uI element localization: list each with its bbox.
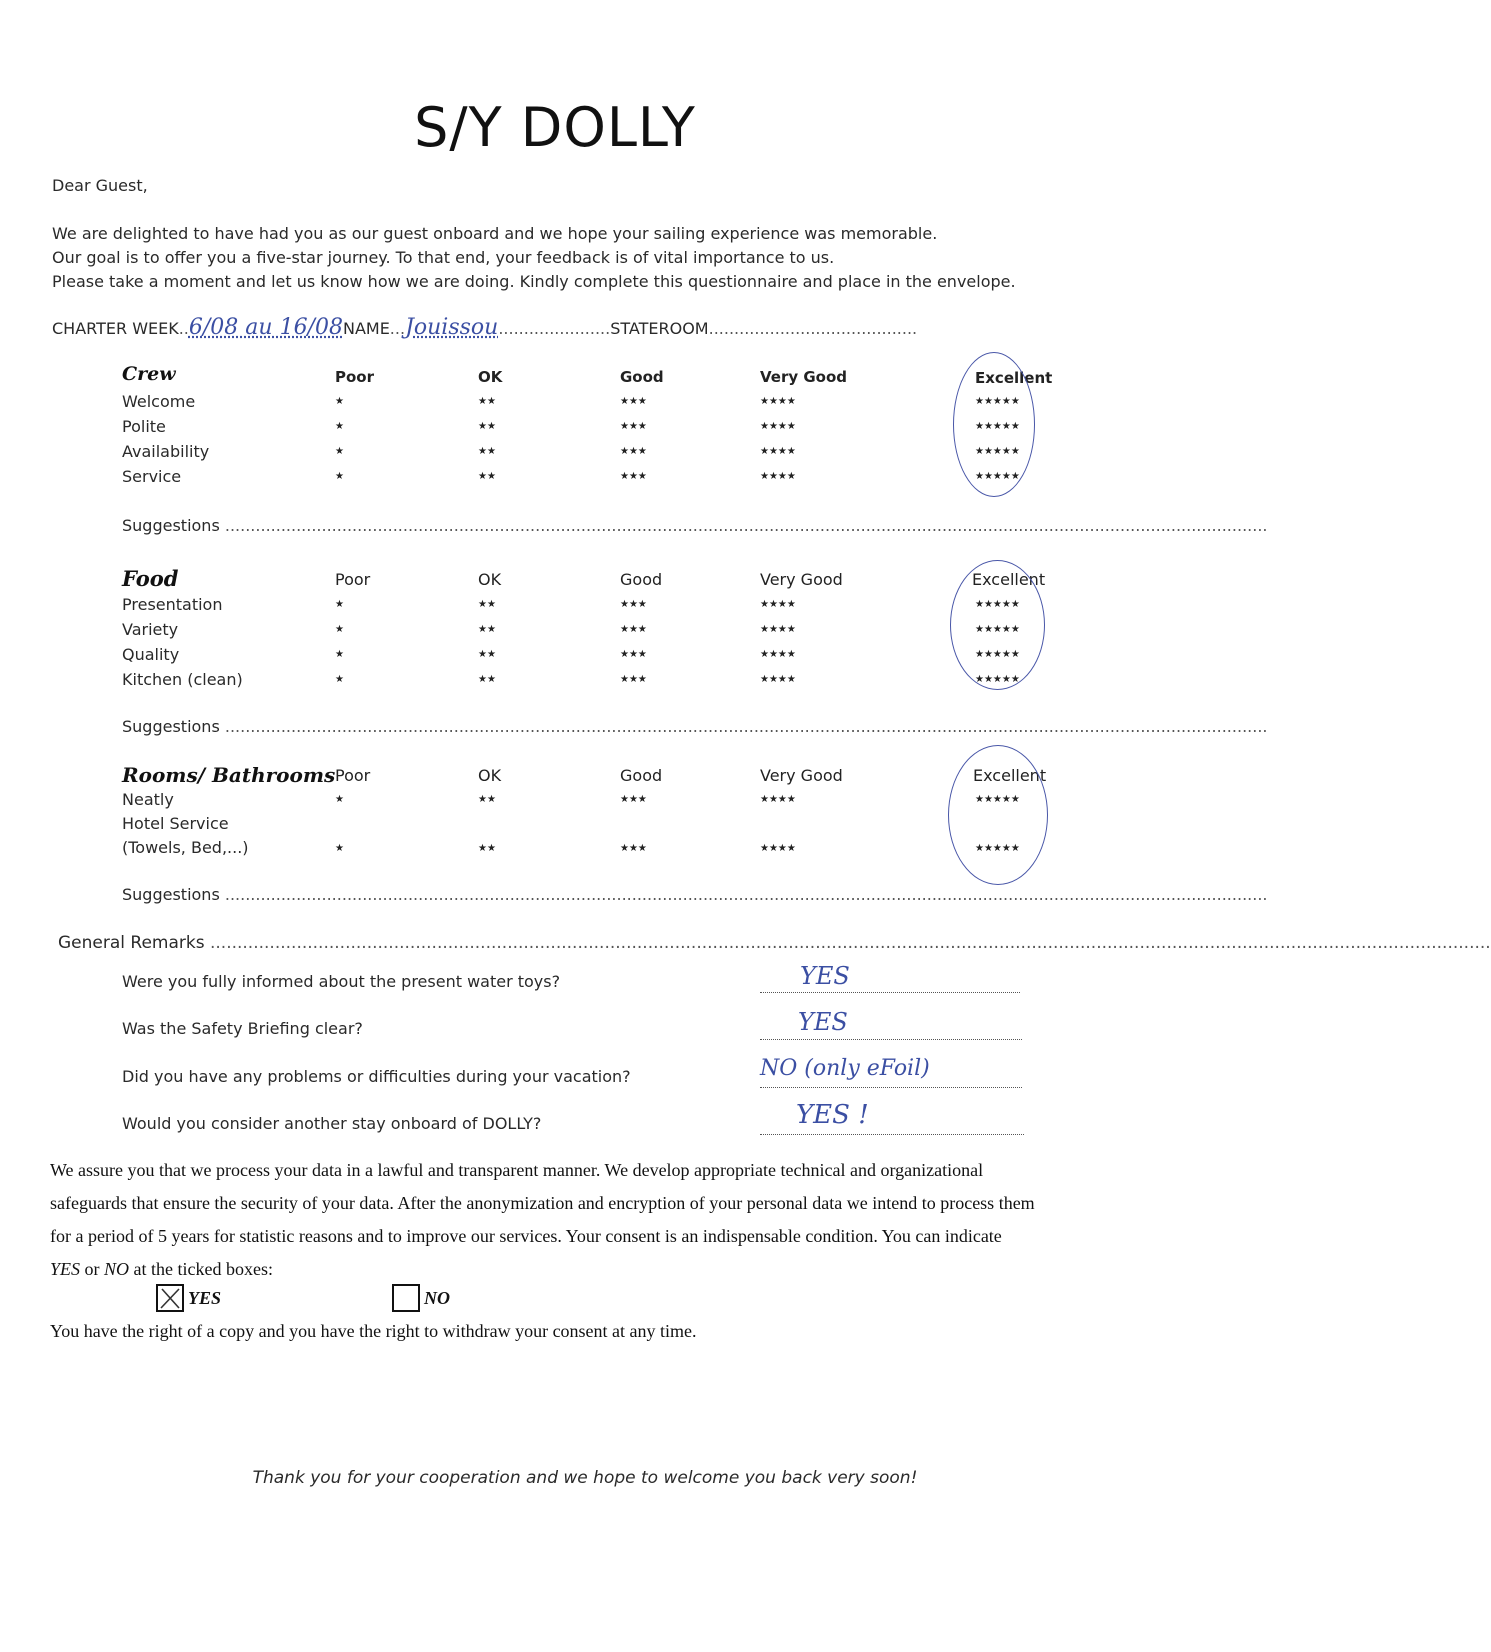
legal-line: We assure you that we process your data in a lawful and transparent manner. We develop appropriate technical and organizational xyxy=(50,1160,984,1180)
answer-line xyxy=(760,1134,1024,1135)
rating-star-very-good[interactable]: ★★★★ xyxy=(760,624,796,635)
rooms-col-excellent: Excellent xyxy=(973,766,1047,785)
legal-line: safeguards that ensure the security of your data. After the anonymization and encryption of your personal data we intend to process them xyxy=(50,1193,1035,1213)
food-row-presentation: Presentation xyxy=(122,595,223,614)
rating-star-very-good[interactable]: ★★★★ xyxy=(760,674,796,685)
rating-star-very-good[interactable]: ★★★★ xyxy=(760,843,796,854)
answer-line xyxy=(760,1039,1022,1040)
rating-star-very-good[interactable]: ★★★★ xyxy=(760,599,796,610)
rating-star-ok[interactable]: ★★ xyxy=(478,471,496,482)
rating-star-poor[interactable]: ★ xyxy=(335,599,344,610)
rating-star-very-good[interactable]: ★★★★ xyxy=(760,794,796,805)
rating-star-poor[interactable]: ★ xyxy=(335,794,344,805)
consent-no-label: NO xyxy=(424,1288,450,1308)
food-col-very-good: Very Good xyxy=(760,570,843,589)
stateroom-label: STATEROOM xyxy=(610,319,709,338)
name-field[interactable]: Jouissou xyxy=(405,315,499,340)
crew-col-poor: Poor xyxy=(335,368,375,386)
rating-star-ok[interactable]: ★★ xyxy=(478,674,496,685)
general-remarks-label: General Remarks xyxy=(58,933,205,953)
intro-line: Please take a moment and let us know how we are doing. Kindly complete this questionnaire and place in the envelope. xyxy=(52,272,1016,291)
consent-yes-label: YES xyxy=(188,1288,222,1308)
rating-star-poor[interactable]: ★ xyxy=(335,446,344,457)
form-title: S/Y DOLLY xyxy=(414,96,696,159)
answer-water-toys[interactable]: YES xyxy=(800,962,850,990)
rating-star-excellent[interactable]: ★★★★★ xyxy=(975,649,1020,660)
crew-row-welcome: Welcome xyxy=(122,392,196,411)
food-row-variety: Variety xyxy=(122,620,179,639)
selection-circle-food xyxy=(950,560,1045,690)
selection-circle-crew xyxy=(953,352,1035,497)
rating-star-ok[interactable]: ★★ xyxy=(478,599,496,610)
checkmark-x-icon xyxy=(158,1286,182,1310)
crew-section-title: Crew xyxy=(122,363,176,385)
food-col-excellent: Excellent xyxy=(972,570,1046,589)
rating-star-very-good[interactable]: ★★★★ xyxy=(760,446,796,457)
crew-col-very-good: Very Good xyxy=(760,368,848,386)
rating-star-excellent[interactable]: ★★★★★ xyxy=(975,843,1020,854)
rating-star-poor[interactable]: ★ xyxy=(335,649,344,660)
legal-no-word: NO xyxy=(104,1259,130,1279)
crew-row-polite: Polite xyxy=(122,417,166,436)
rating-star-poor[interactable]: ★ xyxy=(335,471,344,482)
legal-line: for a period of 5 years for statistic reasons and to improve our services. Your consent is an indispensable condition. You can indicate xyxy=(50,1226,1002,1246)
rating-star-good[interactable]: ★★★ xyxy=(620,599,647,610)
rating-star-poor[interactable]: ★ xyxy=(335,421,344,432)
greeting: Dear Guest, xyxy=(52,176,148,195)
crew-suggestions[interactable]: Suggestions ............................................................................................................................................................................................................. xyxy=(122,516,1268,535)
question-safety-briefing: Was the Safety Briefing clear? xyxy=(122,1019,363,1038)
rating-star-good[interactable]: ★★★ xyxy=(620,674,647,685)
general-remarks[interactable]: General Remarks ............................................................................................................................................................................................................................................. xyxy=(58,933,1491,953)
crew-row-availability: Availability xyxy=(122,442,210,461)
rooms-col-ok: OK xyxy=(478,766,502,785)
rating-star-ok[interactable]: ★★ xyxy=(478,794,496,805)
rating-star-very-good[interactable]: ★★★★ xyxy=(760,471,796,482)
question-problems: Did you have any problems or difficulties during your vacation? xyxy=(122,1067,631,1086)
rating-star-poor[interactable]: ★ xyxy=(335,674,344,685)
rating-star-excellent[interactable]: ★★★★★ xyxy=(975,471,1020,482)
answer-safety-briefing[interactable]: YES xyxy=(798,1008,848,1036)
crew-col-ok: OK xyxy=(478,368,503,386)
food-suggestions-label: Suggestions xyxy=(122,717,220,736)
rating-star-good[interactable]: ★★★ xyxy=(620,396,647,407)
rooms-section-title: Rooms/ Bathrooms xyxy=(122,763,336,787)
food-col-ok: OK xyxy=(478,570,502,589)
rating-star-good[interactable]: ★★★ xyxy=(620,794,647,805)
rating-star-poor[interactable]: ★ xyxy=(335,843,344,854)
stateroom-field[interactable]: ......................................... xyxy=(708,319,918,338)
rating-star-good[interactable]: ★★★ xyxy=(620,471,647,482)
rating-star-good[interactable]: ★★★ xyxy=(620,624,647,635)
rating-star-good[interactable]: ★★★ xyxy=(620,843,647,854)
charter-week-field[interactable]: 6/08 au 16/08 xyxy=(188,315,343,340)
intro-line: Our goal is to offer you a five-star journey. To that end, your feedback is of vital importance to us. xyxy=(52,248,835,267)
rooms-suggestions-label: Suggestions xyxy=(122,885,220,904)
consent-no-checkbox[interactable] xyxy=(392,1284,420,1312)
rating-star-ok[interactable]: ★★ xyxy=(478,624,496,635)
rating-star-good[interactable]: ★★★ xyxy=(620,421,647,432)
rating-star-very-good[interactable]: ★★★★ xyxy=(760,421,796,432)
crew-col-good: Good xyxy=(620,368,664,386)
rooms-suggestions[interactable]: Suggestions ............................................................................................................................................................................................................. xyxy=(122,885,1268,904)
rating-star-excellent[interactable]: ★★★★★ xyxy=(975,794,1020,805)
crew-row-service: Service xyxy=(122,467,182,486)
answer-another-stay[interactable]: YES ! xyxy=(796,1100,869,1130)
rating-star-excellent[interactable]: ★★★★★ xyxy=(975,599,1020,610)
rooms-col-very-good: Very Good xyxy=(760,766,843,785)
rating-star-ok[interactable]: ★★ xyxy=(478,843,496,854)
food-row-kitchen: Kitchen (clean) xyxy=(122,670,243,689)
rating-star-excellent[interactable]: ★★★★★ xyxy=(975,446,1020,457)
rooms-row-neatly: Neatly xyxy=(122,790,174,809)
intro-line: We are delighted to have had you as our guest onboard and we hope your sailing experience was memorable. xyxy=(52,224,938,243)
rating-star-ok[interactable]: ★★ xyxy=(478,396,496,407)
rooms-row-towels-bed: (Towels, Bed,...) xyxy=(122,838,249,857)
rating-star-excellent[interactable]: ★★★★★ xyxy=(975,674,1020,685)
charter-line: CHARTER WEEK..6/08 au 16/08NAME...Jouissou......................STATEROOM......................................... xyxy=(52,315,918,340)
charter-week-label: CHARTER WEEK xyxy=(52,319,179,338)
answer-problems[interactable]: NO (only eFoil) xyxy=(760,1056,930,1081)
rooms-row-hotel-service: Hotel Service xyxy=(122,814,229,833)
legal-yes-word: YES xyxy=(50,1259,81,1279)
rating-star-poor[interactable]: ★ xyxy=(335,624,344,635)
crew-suggestions-label: Suggestions xyxy=(122,516,220,535)
intro-text xyxy=(52,222,1016,294)
legal-tail: at the ticked boxes: xyxy=(129,1259,273,1279)
rating-star-excellent[interactable]: ★★★★★ xyxy=(975,421,1020,432)
rating-star-very-good[interactable]: ★★★★ xyxy=(760,396,796,407)
answer-line xyxy=(760,1087,1022,1088)
rating-star-excellent[interactable]: ★★★★★ xyxy=(975,396,1020,407)
rating-star-good[interactable]: ★★★ xyxy=(620,446,647,457)
legal-or-word: or xyxy=(80,1259,105,1279)
answer-line xyxy=(760,992,1020,993)
crew-col-excellent: Excellent xyxy=(975,369,1053,387)
rating-star-poor[interactable]: ★ xyxy=(335,396,344,407)
food-section-title: Food xyxy=(122,566,179,591)
question-water-toys: Were you fully informed about the present water toys? xyxy=(122,972,561,991)
food-col-good: Good xyxy=(620,570,663,589)
food-row-quality: Quality xyxy=(122,645,180,664)
legal-text xyxy=(50,1160,1130,1292)
withdraw-consent-text: You have the right of a copy and you have the right to withdraw your consent at any time. xyxy=(50,1321,697,1341)
question-another-stay: Would you consider another stay onboard of DOLLY? xyxy=(122,1114,542,1133)
consent-yes-checkbox[interactable] xyxy=(156,1284,184,1312)
selection-circle-rooms xyxy=(948,745,1048,885)
rating-star-excellent[interactable]: ★★★★★ xyxy=(975,624,1020,635)
rating-star-ok[interactable]: ★★ xyxy=(478,446,496,457)
food-col-poor: Poor xyxy=(335,570,371,589)
food-suggestions[interactable]: Suggestions ............................................................................................................................................................................................................. xyxy=(122,717,1268,736)
rooms-col-poor: Poor xyxy=(335,766,371,785)
rating-star-ok[interactable]: ★★ xyxy=(478,421,496,432)
rating-star-ok[interactable]: ★★ xyxy=(478,649,496,660)
name-label: NAME xyxy=(342,319,390,338)
rating-star-very-good[interactable]: ★★★★ xyxy=(760,649,796,660)
rooms-col-good: Good xyxy=(620,766,663,785)
thank-you-text: Thank you for your cooperation and we hope to welcome you back very soon! xyxy=(252,1468,918,1488)
rating-star-good[interactable]: ★★★ xyxy=(620,649,647,660)
